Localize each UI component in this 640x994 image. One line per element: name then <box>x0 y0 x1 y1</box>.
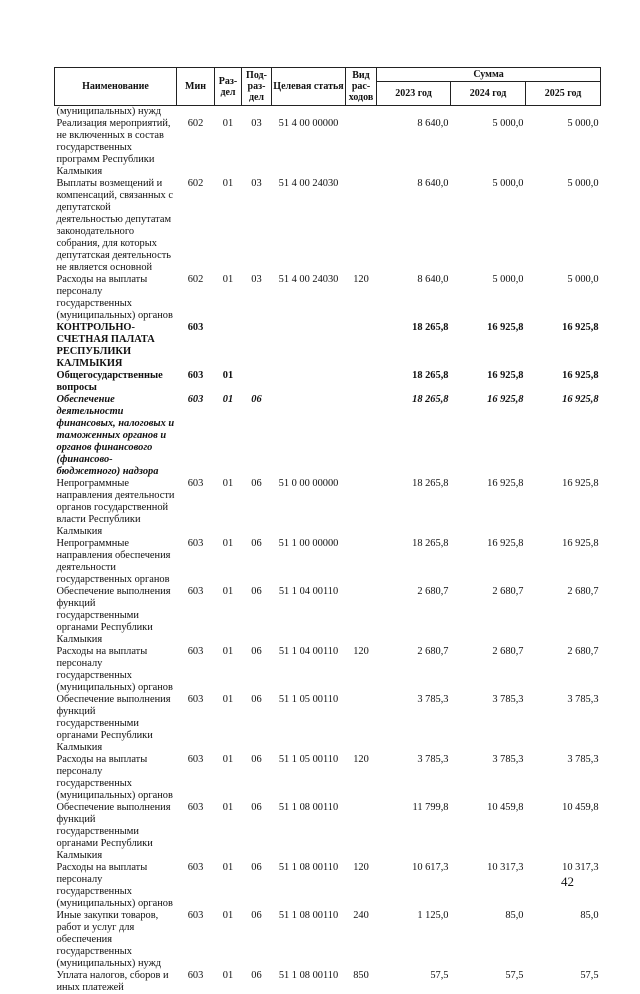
table-row <box>55 118 601 178</box>
cell-min: 603 <box>177 478 215 538</box>
cell-razdel <box>215 106 242 119</box>
cell-2025: 16 925,8 <box>526 394 601 478</box>
cell-podrazdel: 06 <box>242 694 272 754</box>
table-row <box>55 586 601 646</box>
cell-podrazdel <box>242 322 272 370</box>
cell-2023: 8 640,0 <box>377 118 451 178</box>
cell-vid: 120 <box>346 754 377 802</box>
cell-razdel: 01 <box>215 754 242 802</box>
cell-vid <box>346 118 377 178</box>
cell-podrazdel: 06 <box>242 970 272 994</box>
cell-min: 603 <box>177 586 215 646</box>
header-2024: 2024 год <box>451 82 526 106</box>
cell-celevaya <box>272 322 346 370</box>
cell-podrazdel <box>242 370 272 394</box>
cell-2024 <box>451 106 526 119</box>
cell-name: Общегосударственные вопросы <box>55 370 177 394</box>
cell-name: Расходы на выплаты персоналу государственных (муниципальных) органов <box>55 274 177 322</box>
header-2025: 2025 год <box>526 82 601 106</box>
header-podrazdel: Под-раз-дел <box>242 68 272 106</box>
cell-razdel: 01 <box>215 538 242 586</box>
cell-name: (муниципальных) нужд <box>55 106 177 119</box>
cell-2024: 3 785,3 <box>451 694 526 754</box>
cell-min: 603 <box>177 370 215 394</box>
cell-2024: 16 925,8 <box>451 538 526 586</box>
table-row <box>55 178 601 274</box>
cell-name: Выплаты возмещений и компенсаций, связанных с депутатской деятельностью депутатам законодательного собрания, для которых депутатская деятельность не является основной <box>55 178 177 274</box>
table-row <box>55 694 601 754</box>
cell-name: Расходы на выплаты персоналу государственных (муниципальных) органов <box>55 754 177 802</box>
cell-vid <box>346 178 377 274</box>
cell-2024: 16 925,8 <box>451 370 526 394</box>
cell-2023: 3 785,3 <box>377 694 451 754</box>
table-row <box>55 646 601 694</box>
cell-vid: 120 <box>346 862 377 910</box>
cell-vid: 120 <box>346 646 377 694</box>
cell-razdel: 01 <box>215 370 242 394</box>
table-row <box>55 274 601 322</box>
cell-2025: 10 459,8 <box>526 802 601 862</box>
cell-vid <box>346 586 377 646</box>
cell-vid <box>346 322 377 370</box>
header-min: Мин <box>177 68 215 106</box>
cell-min: 603 <box>177 910 215 970</box>
cell-2023: 18 265,8 <box>377 478 451 538</box>
cell-min: 602 <box>177 118 215 178</box>
cell-name: Реализация мероприятий, не включенных в состав государственных программ Республики Калмыкия <box>55 118 177 178</box>
cell-name: Уплата налогов, сборов и иных платежей <box>55 970 177 994</box>
cell-2025: 16 925,8 <box>526 478 601 538</box>
cell-podrazdel: 06 <box>242 910 272 970</box>
cell-min: 603 <box>177 394 215 478</box>
cell-celevaya: 51 1 04 00110 <box>272 646 346 694</box>
cell-name: Расходы на выплаты персоналу государственных (муниципальных) органов <box>55 646 177 694</box>
cell-name: Расходы на выплаты персоналу государственных (муниципальных) органов <box>55 862 177 910</box>
cell-2023: 8 640,0 <box>377 178 451 274</box>
cell-celevaya: 51 4 00 24030 <box>272 178 346 274</box>
cell-2023: 18 265,8 <box>377 394 451 478</box>
cell-2024: 16 925,8 <box>451 394 526 478</box>
cell-2023: 1 125,0 <box>377 910 451 970</box>
cell-min <box>177 106 215 119</box>
cell-vid <box>346 802 377 862</box>
cell-podrazdel: 06 <box>242 394 272 478</box>
cell-razdel: 01 <box>215 478 242 538</box>
cell-celevaya: 51 1 04 00110 <box>272 586 346 646</box>
cell-name: Непрограммные направления обеспечения деятельности государственных органов <box>55 538 177 586</box>
cell-2023: 2 680,7 <box>377 586 451 646</box>
cell-celevaya: 51 1 08 00110 <box>272 862 346 910</box>
cell-vid: 120 <box>346 274 377 322</box>
cell-2023: 18 265,8 <box>377 322 451 370</box>
cell-2023: 11 799,8 <box>377 802 451 862</box>
cell-celevaya: 51 1 08 00110 <box>272 910 346 970</box>
table-row <box>55 910 601 970</box>
cell-2025: 10 317,3 <box>526 862 601 910</box>
cell-name: Обеспечение выполнения функций государственными органами Республики Калмыкия <box>55 802 177 862</box>
cell-2025: 16 925,8 <box>526 322 601 370</box>
cell-razdel: 01 <box>215 118 242 178</box>
cell-2023: 57,5 <box>377 970 451 994</box>
cell-podrazdel: 06 <box>242 478 272 538</box>
table-row <box>55 862 601 910</box>
table-row <box>55 970 601 994</box>
cell-celevaya: 51 1 00 00000 <box>272 538 346 586</box>
budget-table <box>54 67 601 994</box>
cell-vid <box>346 106 377 119</box>
cell-min: 603 <box>177 754 215 802</box>
cell-razdel: 01 <box>215 694 242 754</box>
cell-celevaya: 51 4 00 24030 <box>272 274 346 322</box>
table-row <box>55 802 601 862</box>
cell-min: 603 <box>177 970 215 994</box>
cell-2024: 57,5 <box>451 970 526 994</box>
header-vid: Вид рас-ходов <box>346 68 377 106</box>
cell-podrazdel: 06 <box>242 802 272 862</box>
table-header <box>55 68 601 106</box>
cell-2024: 10 317,3 <box>451 862 526 910</box>
table-row <box>55 106 601 119</box>
table-row <box>55 478 601 538</box>
cell-2025: 3 785,3 <box>526 694 601 754</box>
table-row <box>55 538 601 586</box>
cell-razdel: 01 <box>215 970 242 994</box>
cell-2024: 5 000,0 <box>451 274 526 322</box>
cell-min: 602 <box>177 274 215 322</box>
header-celevaya: Целевая статья <box>272 68 346 106</box>
cell-name: КОНТРОЛЬНО-СЧЕТНАЯ ПАЛАТА РЕСПУБЛИКИ КАЛМЫКИЯ <box>55 322 177 370</box>
cell-razdel: 01 <box>215 910 242 970</box>
cell-min: 603 <box>177 802 215 862</box>
cell-2025: 5 000,0 <box>526 178 601 274</box>
cell-2024: 2 680,7 <box>451 646 526 694</box>
cell-2023: 18 265,8 <box>377 538 451 586</box>
cell-2025: 16 925,8 <box>526 538 601 586</box>
cell-vid <box>346 694 377 754</box>
cell-min: 603 <box>177 538 215 586</box>
table-row <box>55 322 601 370</box>
cell-2025: 85,0 <box>526 910 601 970</box>
cell-2023: 8 640,0 <box>377 274 451 322</box>
cell-celevaya: 51 4 00 00000 <box>272 118 346 178</box>
cell-2023 <box>377 106 451 119</box>
cell-2024: 10 459,8 <box>451 802 526 862</box>
cell-2024: 5 000,0 <box>451 118 526 178</box>
cell-podrazdel: 06 <box>242 862 272 910</box>
cell-podrazdel: 06 <box>242 586 272 646</box>
cell-2025: 5 000,0 <box>526 274 601 322</box>
cell-podrazdel: 06 <box>242 538 272 586</box>
cell-vid: 240 <box>346 910 377 970</box>
cell-podrazdel: 06 <box>242 646 272 694</box>
cell-celevaya: 51 1 08 00110 <box>272 970 346 994</box>
cell-2023: 2 680,7 <box>377 646 451 694</box>
cell-2024: 3 785,3 <box>451 754 526 802</box>
cell-min: 602 <box>177 178 215 274</box>
cell-celevaya: 51 1 08 00110 <box>272 802 346 862</box>
cell-min: 603 <box>177 322 215 370</box>
cell-razdel: 01 <box>215 862 242 910</box>
cell-2024: 16 925,8 <box>451 322 526 370</box>
cell-vid <box>346 478 377 538</box>
cell-min: 603 <box>177 694 215 754</box>
cell-podrazdel: 03 <box>242 274 272 322</box>
cell-vid: 850 <box>346 970 377 994</box>
cell-vid <box>346 394 377 478</box>
cell-2024: 2 680,7 <box>451 586 526 646</box>
cell-name: Иные закупки товаров, работ и услуг для обеспечения государственных (муниципальных) нужд <box>55 910 177 970</box>
page-number: 42 <box>561 874 574 890</box>
cell-podrazdel: 03 <box>242 118 272 178</box>
cell-vid <box>346 538 377 586</box>
cell-2024: 85,0 <box>451 910 526 970</box>
cell-celevaya: 51 0 00 00000 <box>272 478 346 538</box>
cell-razdel: 01 <box>215 646 242 694</box>
header-2023: 2023 год <box>377 82 451 106</box>
cell-2025: 5 000,0 <box>526 118 601 178</box>
cell-celevaya: 51 1 05 00110 <box>272 694 346 754</box>
table-row <box>55 370 601 394</box>
cell-2025: 3 785,3 <box>526 754 601 802</box>
cell-vid <box>346 370 377 394</box>
cell-celevaya <box>272 106 346 119</box>
cell-name: Обеспечение выполнения функций государственными органами Республики Калмыкия <box>55 586 177 646</box>
cell-razdel <box>215 322 242 370</box>
cell-2025: 2 680,7 <box>526 646 601 694</box>
cell-name: Обеспечение деятельности финансовых, налоговых и таможенных органов и органов финансового (финансово-бюджетного) надзора <box>55 394 177 478</box>
cell-celevaya <box>272 394 346 478</box>
cell-razdel: 01 <box>215 586 242 646</box>
cell-podrazdel <box>242 106 272 119</box>
cell-2023: 3 785,3 <box>377 754 451 802</box>
cell-2025: 57,5 <box>526 970 601 994</box>
cell-celevaya <box>272 370 346 394</box>
cell-2025 <box>526 106 601 119</box>
table-row <box>55 394 601 478</box>
cell-2025: 2 680,7 <box>526 586 601 646</box>
cell-2023: 18 265,8 <box>377 370 451 394</box>
cell-razdel: 01 <box>215 178 242 274</box>
header-razdel: Раз-дел <box>215 68 242 106</box>
header-name: Наименование <box>55 68 177 106</box>
cell-2025: 16 925,8 <box>526 370 601 394</box>
table-row <box>55 754 601 802</box>
cell-razdel: 01 <box>215 274 242 322</box>
cell-name: Непрограммные направления деятельности органов государственной власти Республики Калмыкия <box>55 478 177 538</box>
cell-razdel: 01 <box>215 802 242 862</box>
cell-2024: 5 000,0 <box>451 178 526 274</box>
cell-podrazdel: 03 <box>242 178 272 274</box>
cell-min: 603 <box>177 646 215 694</box>
cell-2024: 16 925,8 <box>451 478 526 538</box>
header-summa: Сумма <box>377 68 601 82</box>
cell-razdel: 01 <box>215 394 242 478</box>
cell-min: 603 <box>177 862 215 910</box>
cell-podrazdel: 06 <box>242 754 272 802</box>
cell-name: Обеспечение выполнения функций государственными органами Республики Калмыкия <box>55 694 177 754</box>
table-body <box>55 106 601 994</box>
cell-celevaya: 51 1 05 00110 <box>272 754 346 802</box>
cell-2023: 10 617,3 <box>377 862 451 910</box>
